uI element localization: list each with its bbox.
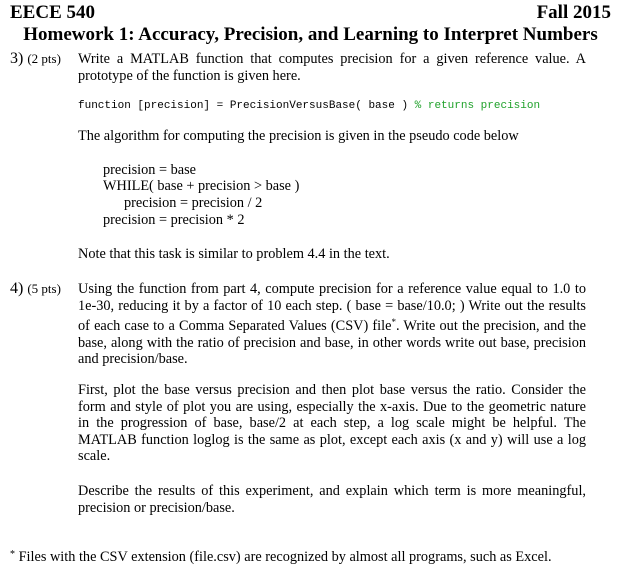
term-label: Fall 2015 [536, 2, 611, 23]
question-4-paragraph-3: Describe the results of this experiment, and explain which term is more meaningful, precision or precision/base. [78, 483, 586, 516]
code-signature: function [precision] = PrecisionVersusBase( base ) [78, 100, 415, 112]
pseudo-line-4: precision = precision * 2 [103, 212, 245, 228]
question-4-paragraph-1: Using the function from part 4, compute precision for a reference value equal to 1.0 to 1e-30, reducing it by a factor of 10 each step. ( base = base/10.0; ) Write out the results of each case to a Comma Separated Values (CSV) file*. Write out the precision, and the base, along with the ratio of precision and base, in other words write out base, precision and precision/base. [78, 281, 586, 368]
page-header [10, 2, 611, 24]
pseudo-line-3: precision = precision / 2 [124, 195, 263, 211]
question-3-number: 3) (2 pts) [10, 50, 61, 67]
algorithm-intro: The algorithm for computing the precision is given in the pseudo code below [78, 128, 519, 144]
footnote-mark: * [10, 549, 15, 560]
question-4-points: (5 pts) [27, 281, 61, 296]
pseudo-line-2: WHILE( base + precision > base ) [103, 178, 300, 194]
page-title: Homework 1: Accuracy, Precision, and Learning to Interpret Numbers [23, 24, 598, 45]
question-3-intro: Write a MATLAB function that computes precision for a given reference value. A prototype of the function is given here. [78, 51, 586, 84]
course-code: EECE 540 [10, 2, 95, 23]
function-prototype [78, 100, 540, 112]
footnote-reference: * [391, 317, 396, 328]
question-3-note: Note that this task is similar to problem 4.4 in the text. [78, 246, 390, 262]
question-4-number: 4) (5 pts) [10, 280, 61, 297]
code-comment: % returns precision [414, 100, 541, 112]
pseudo-line-1: precision = base [103, 162, 197, 178]
question-4-paragraph-2: First, plot the base versus precision and then plot base versus the ratio. Consider the form and style of plot you are using, especially the x-axis. Due to the geometric nature in the progression of base, base/2 at each step, a log scale might be helpful. The MATLAB function loglog is the same as plot, except each axis (x and y) will use a log scale. [78, 382, 586, 465]
question-3-points: (2 pts) [27, 51, 61, 66]
footnote [10, 549, 552, 566]
footnote-text: Files with the CSV extension (file.csv) are recognized by almost all programs, such as Excel. [15, 549, 552, 565]
